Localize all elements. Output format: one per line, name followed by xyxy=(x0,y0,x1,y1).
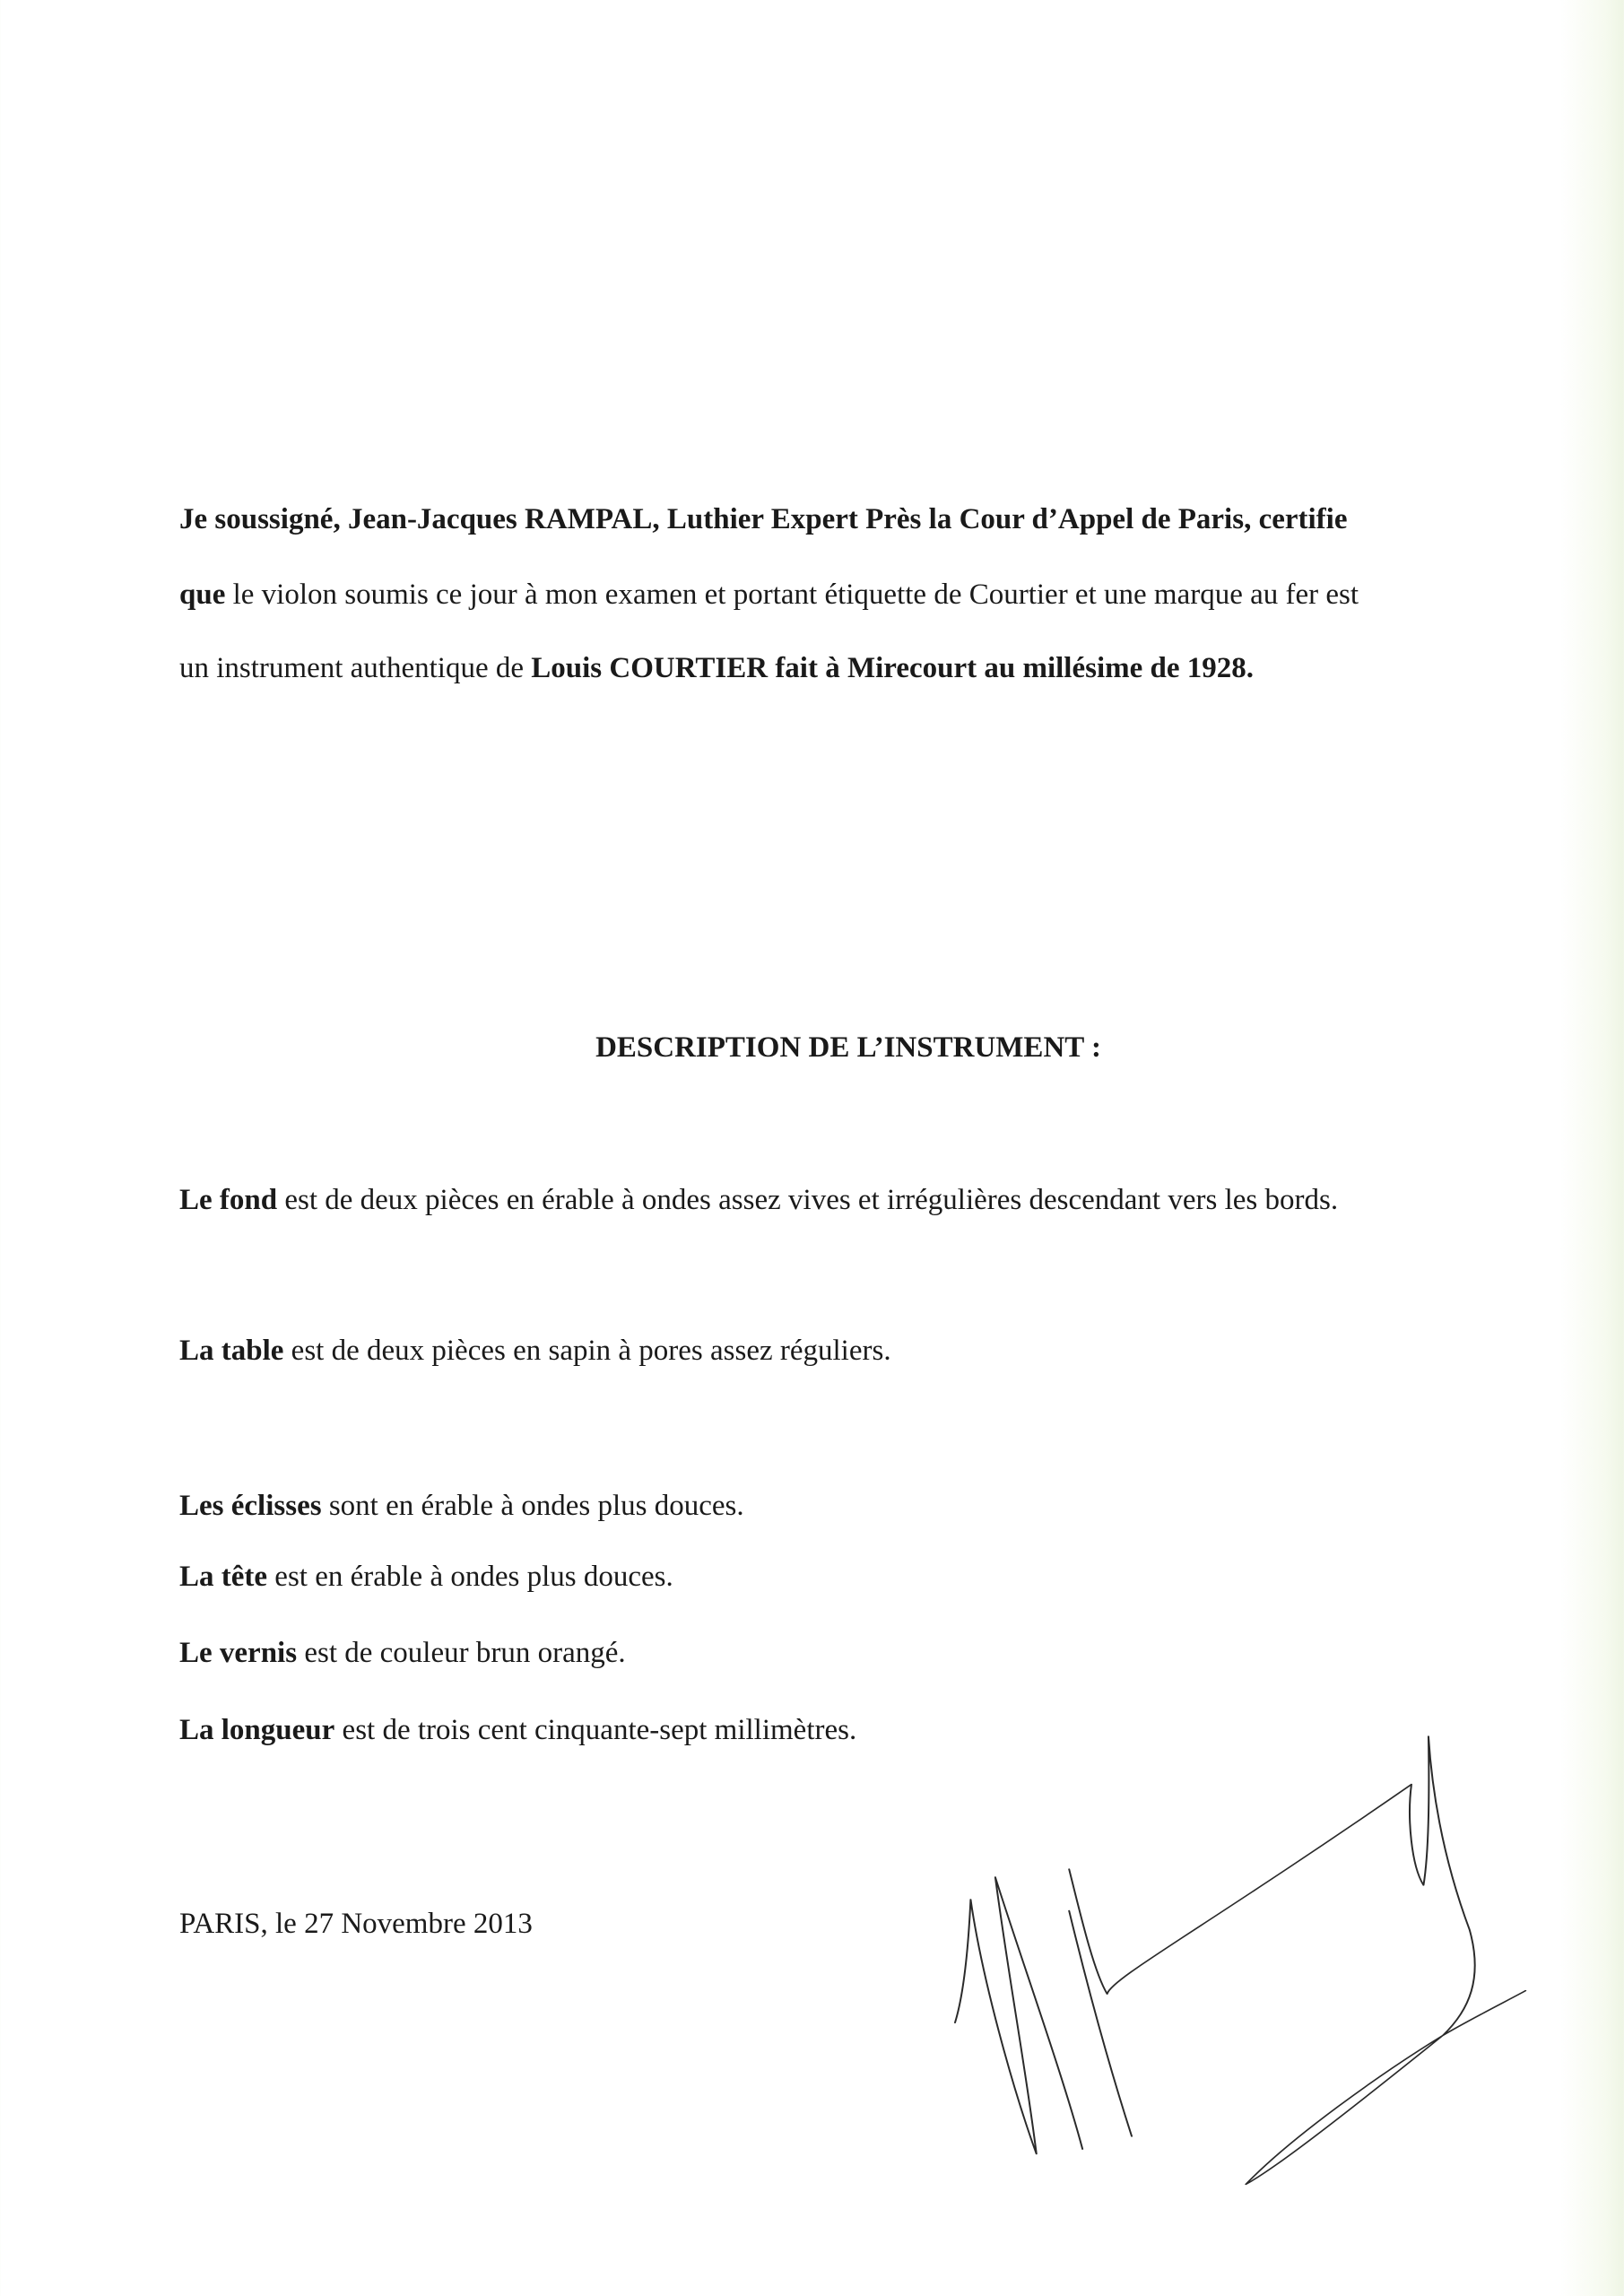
description-item xyxy=(179,1182,1338,1218)
certificate-maker: Louis COURTIER fait à Mirecourt au millésime de 1928. xyxy=(531,652,1255,684)
signature-icon xyxy=(933,1722,1624,2224)
item-term: Le fond xyxy=(179,1184,278,1216)
certificate-line-3 xyxy=(179,650,1254,686)
certificate-line-1 xyxy=(179,501,1347,537)
certificate-line-2 xyxy=(179,577,1359,613)
description-item xyxy=(179,1333,891,1369)
certificate-intro: Je soussigné, Jean-Jacques RAMPAL, Luthier Expert Près la Cour d’Appel de Paris, certifie xyxy=(179,503,1348,535)
item-term: La longueur xyxy=(179,1714,335,1746)
item-term: Les éclisses xyxy=(179,1490,322,1522)
description-heading: DESCRIPTION DE L’INSTRUMENT : xyxy=(595,1031,1101,1064)
description-item xyxy=(179,1712,856,1748)
certificate-que: que xyxy=(179,578,226,611)
signature-stroke xyxy=(1069,1910,1132,2135)
signature-stroke xyxy=(1069,1736,1525,2184)
item-text: est en érable à ondes plus douces. xyxy=(267,1561,673,1593)
description-item xyxy=(179,1559,673,1595)
item-text: est de trois cent cinquante-sept millimètres. xyxy=(334,1714,857,1746)
signature-stroke xyxy=(955,1877,1082,2154)
item-text: est de deux pièces en érable à ondes assez vives et irrégulières descendant vers les bords. xyxy=(277,1184,1339,1216)
certificate-text: un instrument authentique de xyxy=(179,652,532,684)
item-term: La table xyxy=(179,1335,284,1367)
item-text: est de couleur brun orangé. xyxy=(297,1637,626,1669)
certificate-text: le violon soumis ce jour à mon examen et portant étiquette de Courtier et une marque au fer est xyxy=(225,578,1359,611)
item-text: est de deux pièces en sapin à pores assez réguliers. xyxy=(283,1335,891,1367)
item-term: La tête xyxy=(179,1561,268,1593)
place-date: PARIS, le 27 Novembre 2013 xyxy=(179,1908,533,1940)
item-text: sont en érable à ondes plus douces. xyxy=(321,1490,744,1522)
description-item xyxy=(179,1635,626,1671)
description-item xyxy=(179,1488,744,1524)
item-term: Le vernis xyxy=(179,1637,298,1669)
